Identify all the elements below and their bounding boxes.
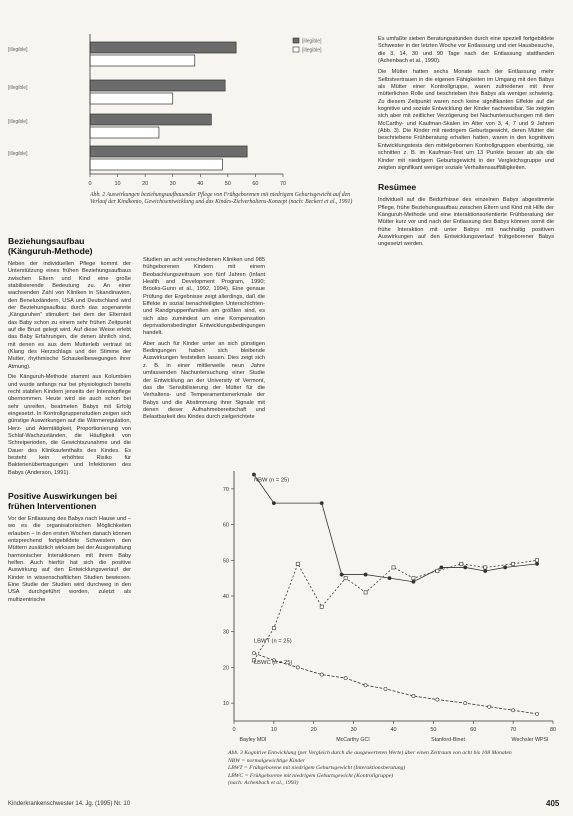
paragraph: Die Känguruh-Methode stammt aus Kolumbien und wurde anfangs nur bei physiologisch bereits recht stabilen Kindern jenseits der Intensivpflege übernommen. Heute wird sie auch schon bei sehr unreifen, beatmeten Babys mit Erfolg eingesetzt. In Kontrollgruppenstudien zeigen sich günstige Auswirkungen auf die Wärmeregulation, Herz- und Atemtätigkeit, Proportionierung von Schlaf-Wachzuständen, die Häufigkeit von Schreiperioden, die Gewichtszunahme und die Dauer des Klinikaufenthalts des Kindes. Es besteht kein erhöhtes Risiko für Bakterienübertragungen und Infektionen des Babys (Anderson, 1991). bbox=[8, 374, 131, 476]
page-number: 405 bbox=[546, 799, 560, 808]
x-tick-label: 40 bbox=[390, 727, 397, 733]
series-line bbox=[254, 560, 537, 660]
x-tick-label: 10 bbox=[114, 181, 121, 187]
bar bbox=[90, 114, 211, 125]
data-point bbox=[436, 698, 439, 701]
data-point bbox=[412, 694, 415, 697]
data-point bbox=[252, 473, 255, 476]
x-axis-group-label: Wechsler WPSI bbox=[511, 737, 549, 743]
data-point bbox=[272, 627, 275, 630]
data-point bbox=[412, 580, 415, 583]
x-tick-label: 20 bbox=[142, 181, 149, 187]
y-tick-label: 40 bbox=[222, 594, 229, 600]
x-axis-group-label: Bayley MDI bbox=[239, 737, 267, 743]
series-line bbox=[254, 653, 537, 714]
data-point bbox=[460, 562, 463, 565]
bar bbox=[90, 55, 195, 66]
data-point bbox=[504, 566, 507, 569]
data-point bbox=[440, 566, 443, 569]
data-point bbox=[320, 605, 323, 608]
data-point bbox=[535, 712, 538, 715]
data-point bbox=[484, 566, 487, 569]
series-label: LBWC (n = 25) bbox=[253, 659, 293, 666]
column-3 bbox=[378, 36, 554, 249]
category-label: [illegible] bbox=[8, 151, 28, 157]
paragraph: Es umfaßte sieben Beratungsstunden durch eine speziell fortgebildete Schwester in der letzten Woche vor Entlassung und vier Hausbesuche, die 3, 14, 30 und 90 Tage nach der Entlassung stattfanden (Achenbach et al., 1990). bbox=[378, 36, 554, 65]
y-tick-label: 30 bbox=[222, 629, 229, 636]
y-tick-label: 50 bbox=[222, 558, 229, 565]
data-point bbox=[320, 502, 323, 505]
data-point bbox=[364, 684, 367, 687]
paragraph: Die Mütter hatten sechs Monate nach der Entlassung mehr Selbstvertrauen in die eigenen Fähigkeiten im Umgang mit den Babys als Mütter einer Kontrollgruppe, waren zufriedener mit ihrer mütterlichen Rolle und beschrieben ihre Babys als weniger schwierig. Zu diesem Zeitpunkt waren noch keine signifikanten Effekte auf die kognitive und soziale Entwicklung der Kinder nachweisbar. Sie zeigten sich aber mit zeitlicher Verzögerung bei Nachuntersuchungen mit den McCarthy- und Kaufman-Skalen im Alter von 3, 4, 7 und 9 Jahren (Abb. 3). Die Kinder mit niedrigem Geburtsgewicht, deren Mütter die beschriebene Frühberatung erhalten hatten, waren in den kognitiven Entwicklungstests den mittelgebornen Kontrollgruppen ebenbürtig, sie schnitten z. B. im Kaufman-Test um 13 Punkte besser ab als die Kinder mit niedrigem Geburtsgewicht in der Vergleichsgruppe und zeigten signifikant weniger soziale Verhaltensauffälligkeiten. bbox=[378, 69, 554, 171]
data-point bbox=[484, 569, 487, 572]
x-tick-label: 60 bbox=[470, 727, 477, 733]
figure-2-bar-chart bbox=[8, 34, 373, 194]
x-tick-label: 30 bbox=[350, 727, 357, 733]
data-point bbox=[364, 591, 367, 594]
column-2 bbox=[143, 257, 265, 422]
x-tick-label: 50 bbox=[224, 181, 231, 187]
paragraph: Neben der individuellen Pflege kommt der Unterstützung eines frühen Beziehungsaufbaus zwischen Eltern und Kind eine große stabilisierende Bedeutung zu. An einer wachsenden Zahl von Kliniken in Skandinavien, den Beneluxländern, USA und Deutschland wird der Beziehungsaufbau durch das sogenannte „Känguruhen“ stimuliert: bei dem der Elternteil das Baby schon zu einem sehr frühen Zeitpunkt auf die Brust gelegt wird. Auf diese Weise erlebt das Baby Erfahrungen, die denen ähnlich sind, mit denen es aus dem Mutterleib vertraut ist (Klang des Herzschlags und der Stimme der Mutter, rhythmische Schaukelbewegungen ihrer Atmung). bbox=[8, 261, 131, 370]
footer-journal: Kinderkrankenschwester 14. Jg. (1995) Nr. 10 bbox=[8, 801, 131, 807]
legend-label: [illegible] bbox=[302, 38, 322, 45]
x-tick-label: 40 bbox=[197, 181, 204, 187]
figure-3-caption bbox=[228, 750, 563, 788]
data-point bbox=[512, 562, 515, 565]
data-point bbox=[488, 705, 491, 708]
x-tick-label: 50 bbox=[430, 727, 437, 733]
bar bbox=[90, 127, 159, 138]
data-point bbox=[392, 566, 395, 569]
y-tick-label: 20 bbox=[222, 665, 229, 672]
bar bbox=[90, 146, 247, 157]
bar bbox=[90, 42, 236, 53]
x-tick-label: 80 bbox=[549, 727, 557, 733]
category-label: [illegible] bbox=[8, 85, 28, 91]
legend-swatch bbox=[293, 38, 299, 43]
figure-3-line-chart bbox=[218, 463, 563, 748]
bar bbox=[90, 93, 173, 104]
data-point bbox=[384, 687, 387, 690]
data-point bbox=[272, 502, 275, 505]
y-tick-label: 70 bbox=[222, 486, 229, 493]
y-tick-label: 10 bbox=[222, 701, 229, 708]
figure-3-caption-line: Abb. 3 Kognitive Entwicklung (per Vergleich durch die ausgewerteten Werte) über einen Zeitraum von acht bis 108 Monaten bbox=[228, 750, 512, 756]
x-tick-label: 70 bbox=[279, 181, 287, 187]
legend-label: [illegible] bbox=[302, 47, 322, 54]
figure-3-caption-line: LBWT = Frühgeborene mit niedrigem Geburtsgewicht (Interaktionsberatung) bbox=[228, 765, 406, 772]
data-point bbox=[412, 577, 415, 580]
series-label: NBW (n = 25) bbox=[253, 477, 290, 484]
data-point bbox=[344, 577, 347, 580]
paragraph: Vor der Entlassung des Babys nach Hause und – wo es die organisatorischen Möglichkeiten erlauben – in den ersten Wochen danach können entsprechend fortgebildete Schwestern den Müttern zusätzlich wirksam bei der Ausgestaltung harmonischer Interaktionen mit ihrem Baby helfen. Auch hierfür hat sich die positive Auswirkung auf den Entwicklungsverlauf der Kinder in wissenschaftlichen Studien bewiesen. Eine Studie der Studien wird durchweg in den USA durchgeführt worden, zuletzt als multizentrische bbox=[8, 515, 131, 603]
data-point bbox=[296, 666, 299, 669]
data-point bbox=[535, 559, 538, 562]
bar bbox=[90, 159, 222, 170]
x-tick-label: 20 bbox=[310, 727, 317, 733]
data-point bbox=[340, 573, 343, 576]
category-label: [illegible] bbox=[8, 119, 28, 125]
data-point bbox=[364, 573, 367, 576]
x-tick-label: 60 bbox=[252, 181, 259, 187]
data-point bbox=[320, 673, 323, 676]
column-1 bbox=[8, 236, 131, 604]
x-axis-group-label: Stanford-Binet bbox=[431, 737, 465, 743]
figure-2-caption: Abb. 2 Auswirkungen beziehungsaufbauender Pflege von Frühgeborenen mit niedrigem Geburtsgewicht auf den Verlauf der Kindkonto, Gewichtsentwicklung und das Kindes-Zielverhaltens-Konzept (nach: Beckert et al., 1991) bbox=[90, 192, 353, 206]
data-point bbox=[344, 677, 347, 680]
category-label: [illegible] bbox=[8, 47, 28, 53]
data-point bbox=[436, 569, 439, 572]
data-point bbox=[296, 562, 299, 565]
series-label: LBWT (n = 25) bbox=[253, 638, 292, 645]
legend-swatch bbox=[293, 47, 299, 52]
bar bbox=[90, 80, 225, 91]
section-heading-resuemee: Resümee bbox=[378, 182, 417, 193]
x-tick-label: 0 bbox=[232, 727, 236, 733]
data-point bbox=[252, 652, 255, 655]
data-point bbox=[388, 577, 391, 580]
section-heading-beziehungsaufbau: Beziehungsaufbau (Känguruh-Methode) bbox=[8, 236, 93, 256]
x-tick-label: 30 bbox=[169, 181, 176, 187]
data-point bbox=[512, 709, 515, 712]
x-axis-group-label: McCarthy GCI bbox=[336, 737, 370, 743]
x-tick-label: 10 bbox=[270, 727, 277, 733]
data-point bbox=[535, 562, 538, 565]
x-tick-label: 70 bbox=[510, 727, 517, 733]
figure-3-caption-line: LBWC = Frühgeborene mit niedrigem Geburtsgewicht (Kontrollgruppe) bbox=[228, 772, 394, 779]
figure-3-caption-line: NBW = normalgewichtige Kinder bbox=[228, 757, 305, 764]
x-tick-label: 0 bbox=[88, 181, 92, 187]
figure-3-caption-line: (nach: Achenbach et al., 1993) bbox=[228, 780, 299, 787]
section-heading-positive-auswirkungen: Positive Auswirkungen bei frühen Interventionen bbox=[8, 490, 118, 511]
paragraph: Individuell auf die Bedürfnisse des einzelnen Babys abgestimmte Pflege, frühe Beziehungsaufbau zwischen Eltern und Kind mit Hilfe der Känguruh-Methode und eine interaktionsorientierte Frühberatung der Mütter kurz vor und nach der Entlassung des Babys können somit die frühe Interaktion mit unter Babys mit nachhaltig positiven Auswirkungen auf den Entwicklungsverlauf frühgeborener Babys ungesetzt werden. bbox=[378, 197, 554, 248]
paragraph: Aber auch für Kinder unter an sich günstigen Bedingungen haben sich bleibende Auswirkungen feststellen lassen. Dies zeigt sich z. B. in einer mittlerweile neun Jahre umfassenden Nachuntersuchung einer Studie der Entwicklung an der University of Vermont, das die Sensibilisierung der Mütter für die Verhaltens- und Temperamentsmerkmale der Babys und die Abstimmung ihrer Signale mit denen dieser Aufnahmebereitschaft und Belastbarkeit des Kindes durch zielgerichtete bbox=[143, 340, 265, 421]
data-point bbox=[464, 566, 467, 569]
y-tick-label: 60 bbox=[222, 522, 229, 529]
data-point bbox=[464, 702, 467, 705]
paragraph: Studien an acht verschiedenen Kliniken und 985 frühgeborenen Kindern mit einem Beobachtungszeitraum von fünf Jahren (Infant Health and Development Program, 1990; Brooks-Gunn et al., 1992, 1994). Eine genaue Prüfung der Ergebnisse zeigt allerdings, daß die Effekte in sozial benachteiligten Unterschichten- und Randgruppenfamilien am größten sind, es sich also zumindest um eine Kompensation deprivationsbedingter Entwicklungsbedingungen handelt. bbox=[143, 257, 265, 337]
